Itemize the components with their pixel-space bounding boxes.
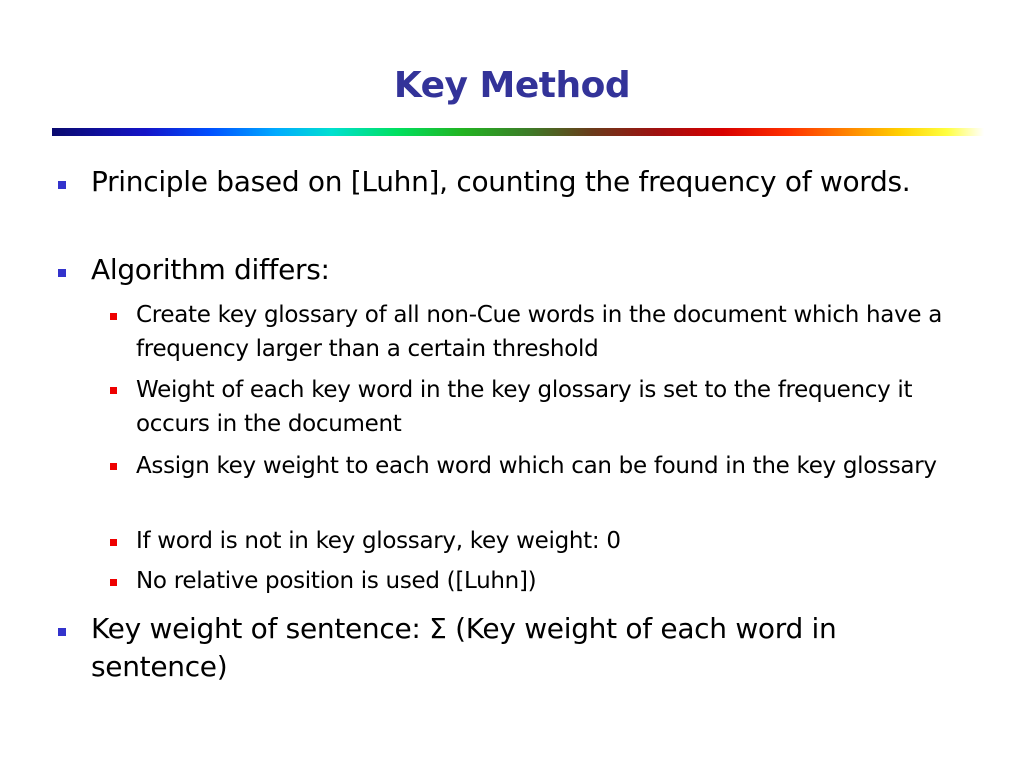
bullet-square-icon bbox=[58, 181, 66, 189]
bullet-square-icon bbox=[58, 269, 66, 277]
sub-bullet-square-icon bbox=[110, 387, 117, 394]
sub-bullet-text: Assign key weight to each word which can be found in the key glossary bbox=[136, 453, 937, 479]
bullet-text: Principle based on [Luhn], counting the frequency of words. bbox=[91, 165, 911, 198]
sub-bullet-text: If word is not in key glossary, key weight: 0 bbox=[136, 528, 621, 554]
sub-bullet-text: Create key glossary of all non-Cue words in the document which have a frequency larger than a certain threshold bbox=[136, 302, 943, 362]
bullet-square-icon bbox=[58, 628, 66, 636]
sub-bullet-square-icon bbox=[110, 313, 117, 320]
sub-bullet-text: Weight of each key word in the key glossary is set to the frequency it occurs in the document bbox=[136, 377, 913, 437]
sub-bullet-square-icon bbox=[110, 579, 117, 586]
sub-bullet-text: No relative position is used ([Luhn]) bbox=[136, 568, 537, 594]
sub-bullet-square-icon bbox=[110, 539, 117, 546]
sub-bullet-square-icon bbox=[110, 463, 117, 470]
slide-title: Key Method bbox=[393, 65, 631, 106]
bullet-text: Key weight of sentence: Σ (Key weight of each word in sentence) bbox=[91, 612, 837, 683]
bullet-text: Algorithm differs: bbox=[91, 253, 330, 286]
